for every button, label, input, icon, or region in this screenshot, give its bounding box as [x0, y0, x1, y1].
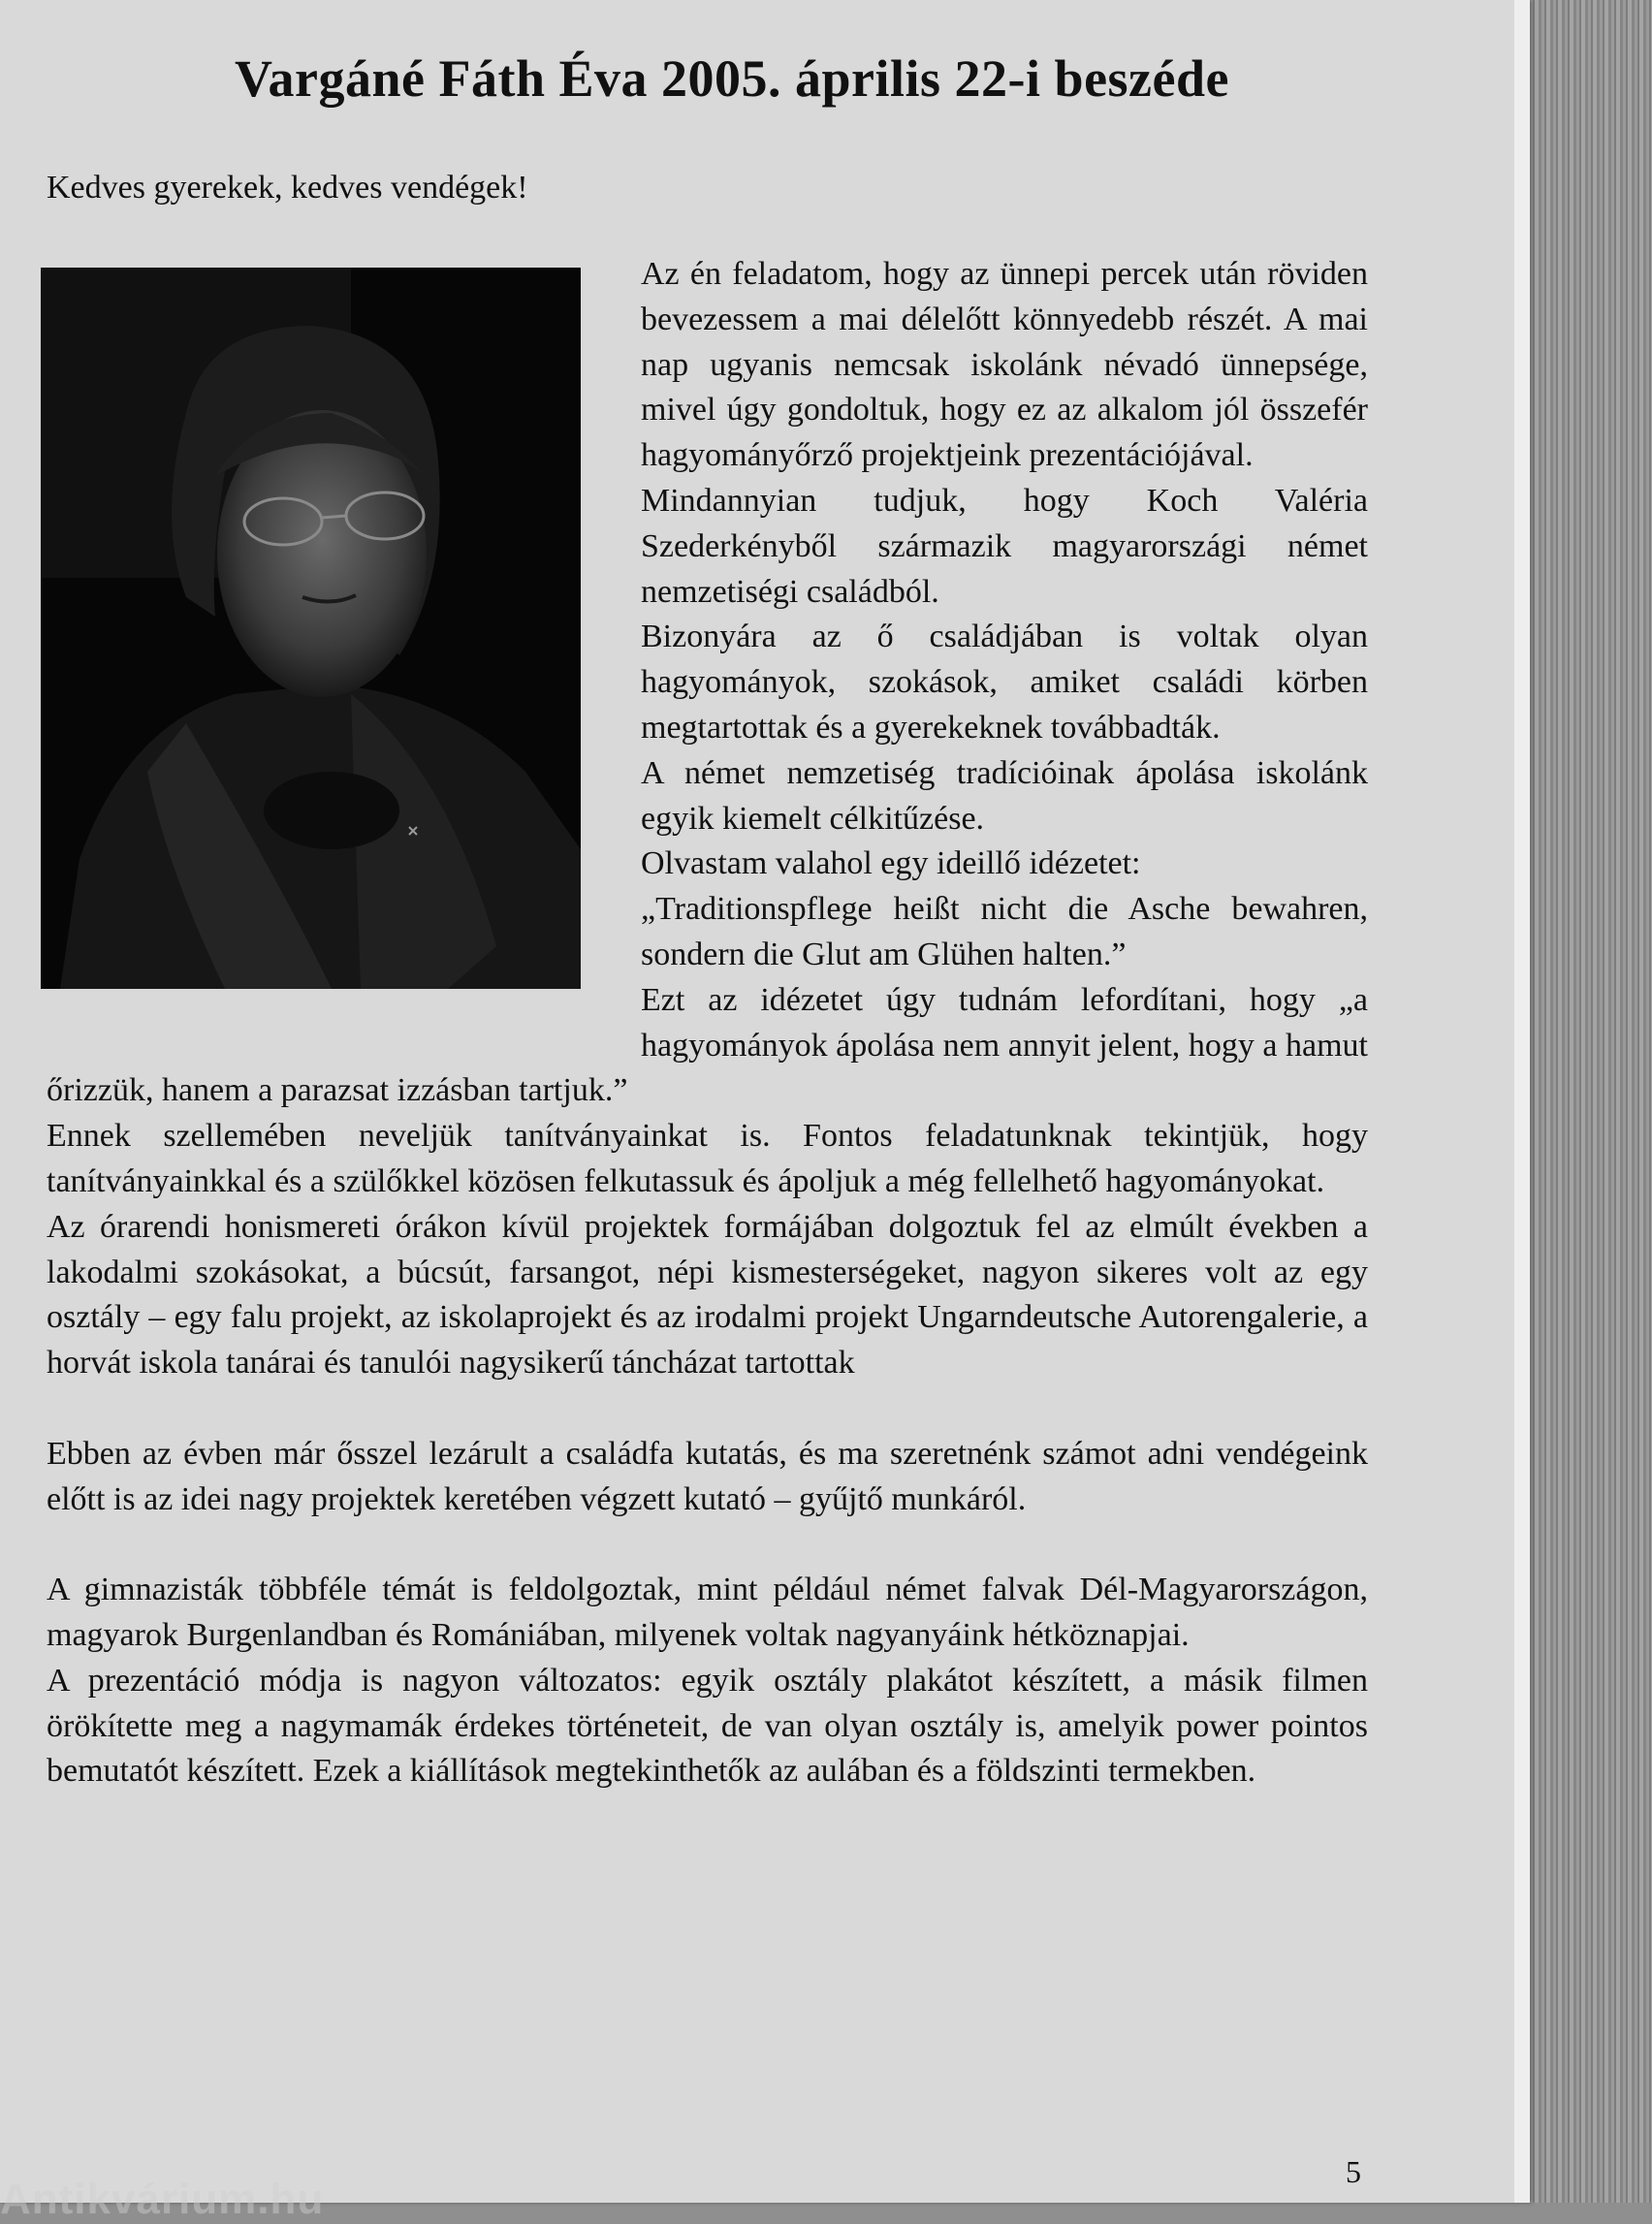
page-edge	[1514, 0, 1530, 2203]
paragraph: A prezentáció módja is nagyon változatos: egyik osztály plakátot készített, a másik filmen örökítette meg a nagymamák érdekes történeteit, de van olyan osztály is, amelyik power pointos bemutatót készített. Ezek a kiállítások megtekinthetők az aulában és a földszinti termekben.	[47, 1662, 1368, 1790]
paragraph: Ennek szellemében neveljük tanítványainkat is. Fontos feladatunknak tekintjük, hogy tanítványainkkal és a szülőkkel közösen felkutassuk és ápoljuk a még fellelhető hagyományokat.	[47, 1118, 1368, 1199]
paragraph: Az én feladatom, hogy az ünnepi percek után röviden bevezessem a mai délelőtt könnyedebb részét. A mai nap ugyanis nemcsak iskolánk névadó ünnepsége, mivel úgy gondoltuk, hogy ez az alkalom jól összefér hagyományőrző projektjeink prezentációjával.	[641, 256, 1368, 474]
watermark: Antikvárium.hu	[0, 2176, 325, 2223]
page-title: Vargáné Fáth Éva 2005. április 22-i beszéde	[235, 49, 1229, 108]
paragraph: Az órarendi honismereti órákon kívül projektek formájában dolgoztuk fel az elmúlt években a lakodalmi szokásokat, a búcsút, farsangot, népi kismesterségeket, nagyon sikeres volt az egy osztály – egy falu projekt, az iskolaprojekt és az irodalmi projekt Ungarndeutsche Autorengalerie, a horvát iskola tanárai és tanulói nagysikerű táncházat tartottak	[47, 1208, 1368, 1382]
book-spine-background	[1530, 0, 1652, 2203]
paragraph-gap	[47, 1386, 1368, 1432]
paragraph: Ezt az idézetet úgy tudnám lefordítani, hogy „a hagyományok ápolása nem annyit jelent, hogy a hamut őrizzük, hanem a parazsat izzásban tartjuk.”	[47, 981, 1368, 1109]
paragraph: Olvastam valahol egy ideillő idézetet:	[641, 845, 1141, 882]
page-number: 5	[1346, 2154, 1361, 2189]
quote-paragraph: „Traditionspflege heißt nicht die Asche bewahren, sondern die Glut am Glühen halten.”	[641, 891, 1368, 972]
paragraph: Bizonyára az ő családjában is voltak olyan hagyományok, szokások, amiket családi körben megtartottak és a gyerekeknek továbbadták.	[641, 619, 1368, 746]
greeting: Kedves gyerekek, kedves vendégek!	[47, 170, 528, 206]
paragraph: Ebben az évben már ősszel lezárult a családfa kutatás, és ma szeretnénk számot adni vendégeink előtt is az idei nagy projektek keretében végzett kutató – gyűjtő munkáról.	[47, 1435, 1368, 1517]
article-body	[47, 252, 1368, 1795]
paragraph: A gimnazisták többféle témát is feldolgoztak, mint például német falvak Dél-Magyarországon, magyarok Burgenlandban és Romániában, milyenek voltak nagyanyáink hétköznapjai.	[47, 1572, 1368, 1653]
paragraph: Mindannyian tudjuk, hogy Koch Valéria Szederkényből származik magyarországi német nemzetiségi családból.	[641, 482, 1368, 610]
paragraph: A német nemzetiség tradícióinak ápolása iskolánk egyik kiemelt célkitűzése.	[641, 754, 1368, 837]
photo-float-spacer	[47, 252, 641, 1026]
paragraph-gap	[47, 1522, 1368, 1568]
